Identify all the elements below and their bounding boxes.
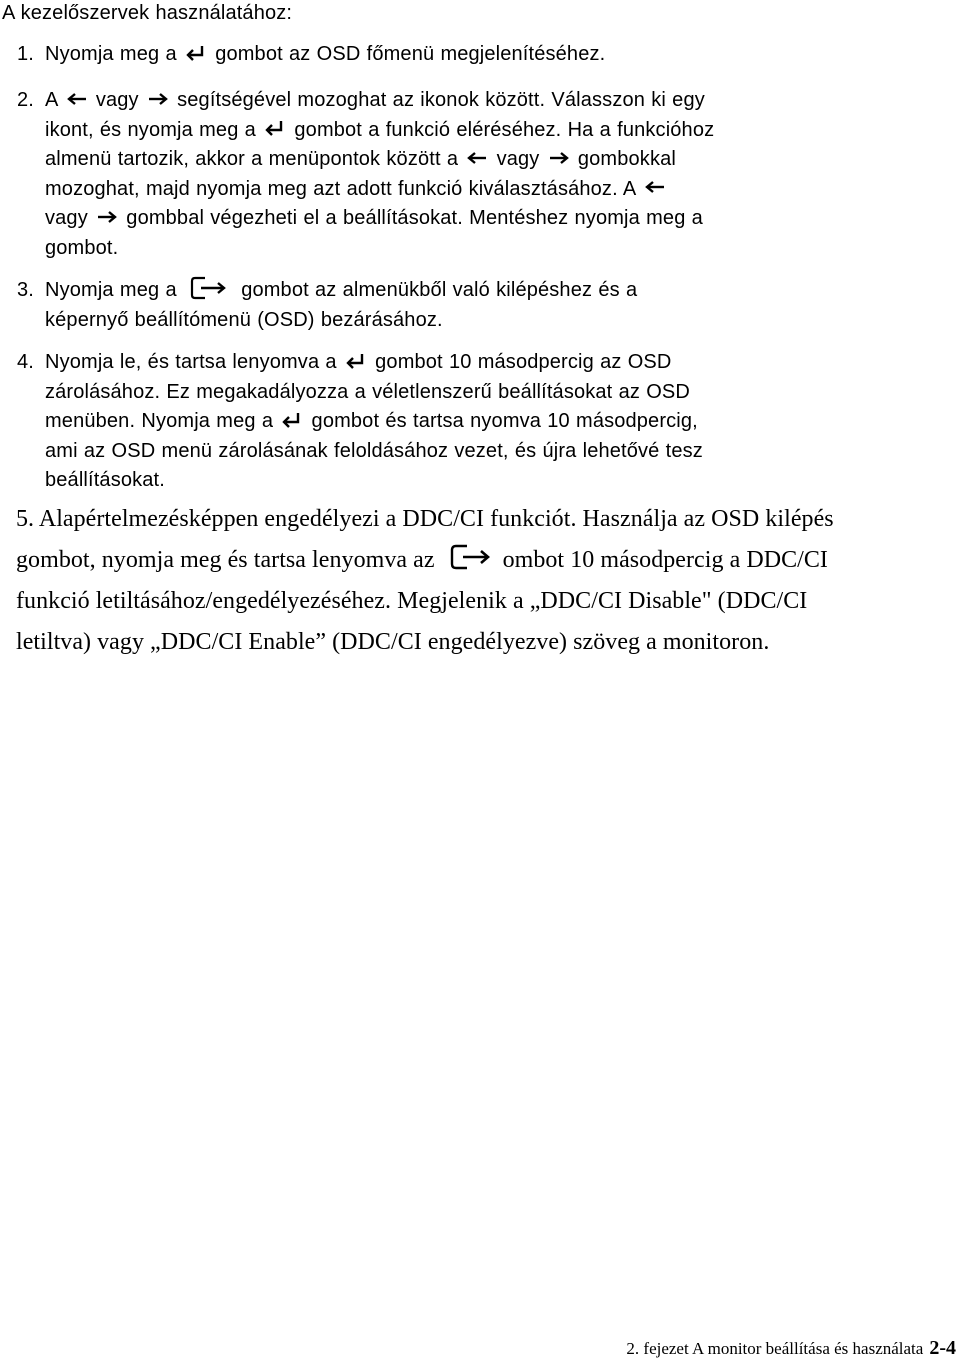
text-line: [45, 276, 960, 306]
text-line: [45, 204, 960, 234]
text-line: [45, 437, 960, 467]
item-text: [45, 40, 960, 70]
text-run: segítségével mozoghat az ikonok között. Válasszon ki egy: [177, 89, 705, 111]
text-run: ami az OSD menü zárolásának feloldásához vezet, és újra lehetővé tesz: [45, 439, 703, 462]
enter-icon: [281, 411, 303, 429]
item-text: [45, 348, 960, 496]
text-line: [45, 378, 960, 408]
item-number: 3.: [17, 279, 34, 301]
list-item-5: [16, 499, 951, 663]
text-line: funkció letiltásához/engedélyezéséhez. Megjelenik a „DDC/CI Disable" (DDC/CI: [16, 588, 808, 614]
text-run: ikont, és nyomja meg a: [45, 118, 256, 141]
text-line: [45, 466, 960, 496]
text-line: [45, 145, 960, 175]
text-line: [45, 116, 960, 146]
item-text: [45, 276, 960, 335]
item-text: [45, 86, 960, 263]
text-run: gombot a funkció eléréséhez. Ha a funkcióhoz: [294, 118, 715, 141]
exit-icon: [189, 274, 229, 302]
text-run: almenü tartozik, akkor a menüpontok között a: [45, 148, 459, 170]
text-line: [45, 306, 960, 336]
text-line: 5. Alapértelmezésképpen engedélyezi a DDC/CI funkciót. Használja az OSD kilépés: [16, 506, 834, 532]
text-run: gombot az almenükből való kilépéshez és a: [241, 279, 638, 301]
text-run: gombokkal: [577, 148, 676, 170]
text-run: gombot.: [45, 236, 119, 259]
text-line: [45, 234, 960, 264]
text-run: gombot az OSD főmenü megjelenítéséhez.: [215, 43, 606, 65]
exit-icon: [449, 542, 493, 572]
text-run: vagy: [45, 207, 88, 229]
text-line: [45, 86, 960, 116]
text-run: Nyomja le, és tartsa lenyomva a: [45, 351, 337, 373]
text-run: vagy: [496, 148, 540, 170]
intro-heading: A kezelőszervek használatához:: [2, 2, 293, 24]
text-line: [45, 348, 960, 378]
text-run: vagy: [95, 89, 139, 111]
right-arrow-icon: [548, 150, 570, 166]
left-arrow-icon: [466, 150, 488, 166]
text-run: ombot 10 másodpercig a DDC/CI: [502, 547, 828, 573]
text-run: beállításokat.: [45, 469, 165, 491]
text-run: menüben. Nyomja meg a: [45, 410, 274, 432]
text-run: gombot 10 másodpercig az OSD: [375, 351, 672, 373]
text-run: Nyomja meg a: [45, 279, 177, 301]
left-arrow-icon: [66, 91, 88, 107]
item-number: 2.: [17, 89, 34, 111]
text-line: [16, 540, 951, 581]
chapter-title: 2. fejezet A monitor beállítása és használata: [626, 1339, 924, 1358]
text-run: gombot, nyomja meg és tartsa lenyomva az: [16, 547, 435, 573]
left-arrow-icon: [644, 179, 666, 195]
text-run: A: [45, 89, 58, 111]
item-number: 1.: [17, 43, 34, 65]
text-line: letiltva) vagy „DDC/CI Enable” (DDC/CI engedélyezve) szöveg a monitoron.: [16, 629, 770, 655]
text-run: mozoghat, majd nyomja meg azt adott funkció kiválasztásához. A: [45, 177, 636, 200]
right-arrow-icon: [96, 209, 118, 225]
text-line: [45, 175, 960, 205]
text-run: gombbal végezheti el a beállításokat. Mentéshez nyomja meg a: [126, 207, 703, 229]
item-number: 4.: [17, 351, 34, 373]
text-run: Nyomja meg a: [45, 43, 177, 65]
enter-icon: [345, 352, 367, 370]
enter-icon: [185, 44, 207, 62]
page-number: 2-4: [929, 1337, 956, 1359]
text-run: zárolásához. Ez megakadályozza a véletlenszerű beállításokat az OSD: [45, 380, 690, 403]
text-line: [45, 40, 960, 70]
page-footer: [626, 1336, 956, 1361]
text-run: képernyő beállítómenü (OSD) bezárásához.: [45, 308, 443, 331]
text-line: [45, 407, 960, 437]
right-arrow-icon: [147, 91, 169, 107]
enter-icon: [264, 119, 286, 137]
text-run: gombot és tartsa nyomva 10 másodpercig,: [311, 410, 698, 432]
